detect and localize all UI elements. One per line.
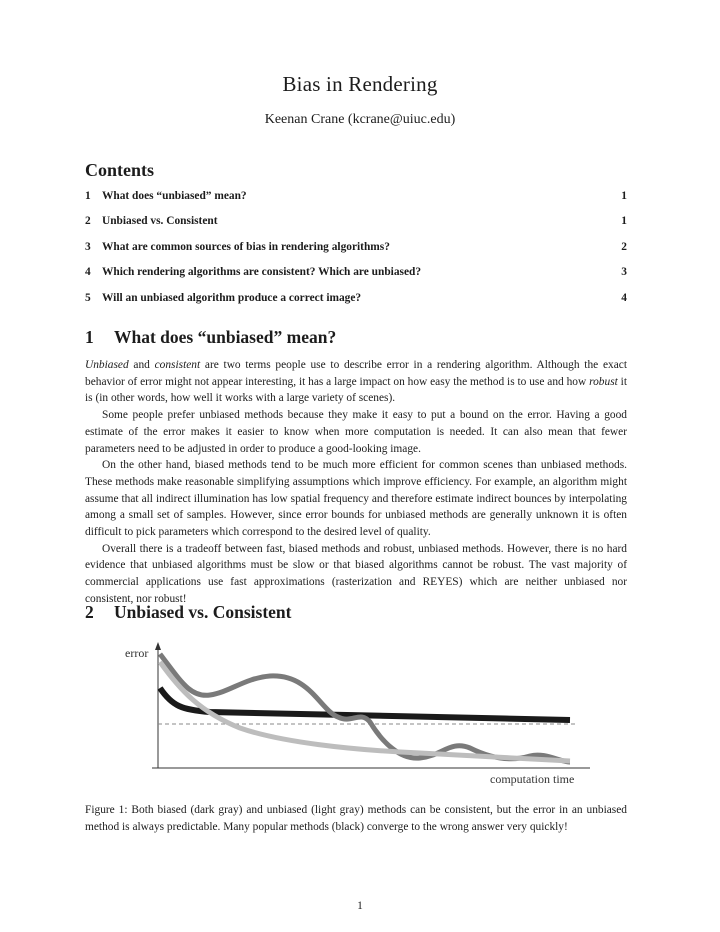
toc-number: 5: [85, 292, 91, 304]
section-number: 1: [85, 327, 94, 347]
toc-title: What does “unbiased” mean?: [102, 190, 247, 202]
paragraph: [85, 357, 627, 407]
toc-title: What are common sources of bias in rendering algorithms?: [102, 241, 390, 253]
section-number: 2: [85, 602, 94, 622]
toc-number: 2: [85, 215, 91, 227]
toc-number: 3: [85, 241, 91, 253]
paragraph: Some people prefer unbiased methods because they make it easy to put a bound on the error. Having a good estimate of the error makes it easier to know when more computation is needed. It can also mean that fewer parameters need to be adjusted in order to produce a good-looking image.: [85, 409, 627, 455]
dark-gray-curve: [160, 654, 570, 762]
term-consistent: consistent: [154, 359, 201, 371]
text-run: are two terms people use to describe error in a rendering algorithm. Although the exact behavior of error might not appear interesting, it has a large impact on how easy the method is to use and how: [85, 359, 627, 388]
toc-page: 2: [621, 241, 627, 253]
paragraph: Overall there is a tradeoff between fast, biased methods and robust, unbiased methods. However, there is no hard evidence that unbiased algorithms must be slow or that biased algorithms cannot be robust. The vast majority of commercial applications use fast approximations (rasterization and REYES) which are neither unbiased nor consistent, nor robust!: [85, 542, 627, 605]
figure-caption: Figure 1: Both biased (dark gray) and unbiased (light gray) methods can be consistent, but the error in an unbiased method is always predictable. Many popular methods (black) converge to the wrong answer very quickly!: [85, 804, 627, 833]
term-unbiased: Unbiased: [85, 359, 129, 371]
page-number: 1: [357, 900, 363, 912]
text-run: it is (in other words, how well it works with a large variety of scenes).: [85, 375, 627, 405]
text-run: and: [128, 359, 155, 371]
contents-heading: Contents: [85, 160, 155, 180]
toc-number: 1: [85, 190, 91, 202]
paragraph: On the other hand, biased methods tend to be much more efficient for common scenes than unbiased methods. These methods make reasonable simplifying assumptions which improve efficiency. For example, an algorithm might assume that all indirect illumination has low spatial frequency and therefore estimate indirect bounces by interpolating among a small set of samples. However, since error bounds for unbiased methods are generally unknown it is often difficult to pick parameters which correspond to the desired level of quality.: [85, 459, 627, 539]
toc-title: Which rendering algorithms are consistent? Which are unbiased?: [102, 266, 422, 278]
section-title: Unbiased vs. Consistent: [114, 602, 292, 622]
toc-page: 1: [621, 215, 627, 227]
section-2-heading: [85, 602, 291, 623]
toc-page: 3: [621, 266, 627, 278]
y-axis-label: error: [125, 646, 149, 660]
toc-page: 4: [621, 292, 627, 304]
paper-title: Bias in Rendering: [282, 72, 438, 96]
toc-page: 1: [621, 190, 627, 202]
x-axis-label: computation time: [490, 772, 575, 786]
toc-title: Will an unbiased algorithm produce a correct image?: [102, 292, 362, 304]
error-vs-time-figure: [120, 640, 600, 790]
section-title: What does “unbiased” mean?: [114, 327, 337, 347]
author-line: Keenan Crane (kcrane@uiuc.edu): [264, 112, 456, 127]
y-axis-arrow: [155, 642, 161, 650]
term-robust: robust: [589, 375, 618, 388]
toc-number: 4: [85, 266, 91, 278]
section-1-body: [85, 357, 627, 608]
toc-title: Unbiased vs. Consistent: [102, 215, 218, 227]
section-1-heading: [85, 327, 336, 348]
